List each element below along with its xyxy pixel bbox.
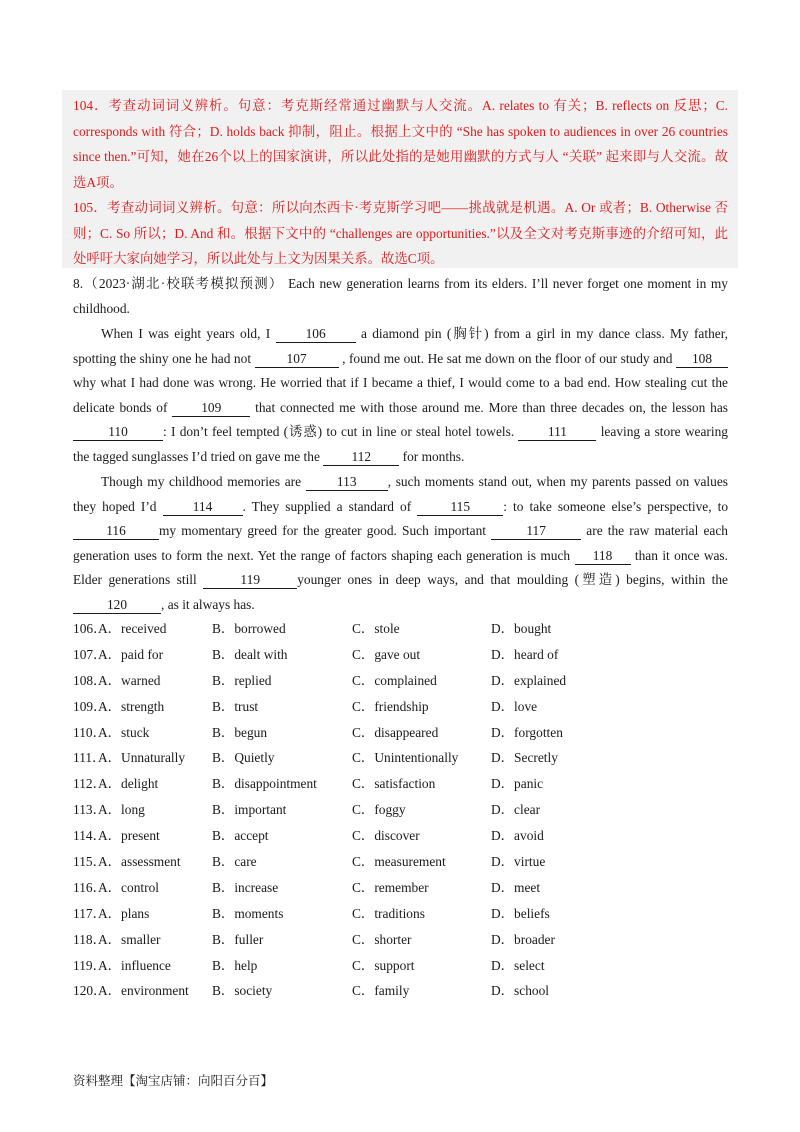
option-d[interactable]: D．select xyxy=(491,957,545,973)
blank-115[interactable]: 115 xyxy=(417,499,503,516)
option-a[interactable]: A．environment xyxy=(98,983,189,999)
option-a[interactable]: A．smaller xyxy=(98,931,161,947)
passage-paragraph-2 xyxy=(73,470,728,618)
passage-text: leaving a store wearing the tagged sunglasses I’d tried on gave me the xyxy=(73,424,728,464)
option-d[interactable]: D．forgotten xyxy=(491,724,563,740)
passage-text: : to take someone else’s perspective, to xyxy=(503,498,729,514)
option-a[interactable]: A．stuck xyxy=(98,724,150,740)
blank-113[interactable]: 113 xyxy=(306,474,388,491)
option-d[interactable]: D．clear xyxy=(491,802,541,818)
blank-120[interactable]: 120 xyxy=(73,597,161,614)
blank-110[interactable]: 110 xyxy=(73,424,163,441)
passage-text: , as it always has. xyxy=(161,596,255,612)
question-number: 111． xyxy=(73,750,106,766)
option-d[interactable]: D．virtue xyxy=(491,854,546,870)
option-c[interactable]: C．traditions xyxy=(352,905,425,921)
blank-112[interactable]: 112 xyxy=(323,449,399,466)
blank-106[interactable]: 106 xyxy=(276,326,356,343)
option-c[interactable]: C．shorter xyxy=(352,931,412,947)
option-c[interactable]: C．measurement xyxy=(352,854,446,870)
question-number: 114． xyxy=(73,828,106,844)
option-b[interactable]: B．begun xyxy=(212,724,268,740)
answer-105-explanation: 105．考查动词词义辨析。句意：所以向杰西卡·考克斯学习吧——挑战就是机遇。A. Or 或者；B. Otherwise 否则；C. So 所以；D. And 和。根据下文中的 “challenges are opportunities.”以及全文对考克斯事迹的介绍可知，此处呼吁大家向她学习，所以此处与上文为因果关系。故选C项。 xyxy=(73,200,728,266)
option-c[interactable]: C．friendship xyxy=(352,698,429,714)
blank-109[interactable]: 109 xyxy=(172,400,250,417)
option-c[interactable]: C．support xyxy=(352,957,415,973)
option-d[interactable]: D．love xyxy=(491,698,538,714)
option-a[interactable]: A．plans xyxy=(98,905,150,921)
option-b[interactable]: B．fuller xyxy=(212,931,264,947)
option-a[interactable]: A．paid for xyxy=(98,646,164,662)
answer-104-explanation: 104．考查动词词义辨析。句意：考克斯经常通过幽默与人交流。A. relates to 有关；B. reflects on 反思；C. corresponds with 符合；D. holds back 抑制，阻止。根据上文中的 “She has spoken to audiences in over 26 countries since then.”可知，她在26个以上的国家演讲，所以此处指的是她用幽默的方式与人 “关联” 起来即与人交流。故选A项。 xyxy=(73,98,728,190)
question-number: 110． xyxy=(73,724,106,740)
option-d[interactable]: D．meet xyxy=(491,879,541,895)
passage-text: Though my childhood memories are xyxy=(101,474,306,489)
question-number: 106． xyxy=(73,621,107,636)
blank-119[interactable]: 119 xyxy=(203,572,297,589)
option-d[interactable]: D．beliefs xyxy=(491,905,550,921)
option-a[interactable]: A．long xyxy=(98,802,145,818)
option-d[interactable]: D．heard of xyxy=(491,646,559,662)
option-c[interactable]: C．stole xyxy=(352,621,400,636)
question-number: 119． xyxy=(73,957,106,973)
blank-118[interactable]: 118 xyxy=(575,548,631,565)
option-a[interactable]: A．present xyxy=(98,828,160,844)
option-b[interactable]: B．dealt with xyxy=(212,646,288,662)
option-a[interactable]: A．control xyxy=(98,879,159,895)
passage-text: When I was eight years old, I xyxy=(101,326,276,341)
passage-text: younger ones in deep ways, and that moulding (塑造) begins, within the xyxy=(297,572,728,588)
option-c[interactable]: C．family xyxy=(352,983,410,999)
passage-text: : I don’t feel tempted (诱惑) to cut in line or steal hotel towels. xyxy=(163,424,519,440)
option-b[interactable]: B．accept xyxy=(212,828,269,844)
question-number: 116． xyxy=(73,879,106,895)
option-b[interactable]: B．moments xyxy=(212,905,284,921)
question-number: 107． xyxy=(73,646,107,662)
option-b[interactable]: B．replied xyxy=(212,672,272,688)
option-b[interactable]: B．Quietly xyxy=(212,750,275,766)
option-c[interactable]: C．disappeared xyxy=(352,724,439,740)
passage-intro: 8.（2023·湖北·校联考模拟预测） Each new generation learns from its elders. I’ll never forget one moment in my childhood. xyxy=(73,276,728,316)
option-a[interactable]: A．influence xyxy=(98,957,171,973)
option-a[interactable]: A．Unnaturally xyxy=(98,750,186,766)
option-c[interactable]: C．Unintentionally xyxy=(352,750,459,766)
option-d[interactable]: D．bought xyxy=(491,621,552,636)
passage-text: my momentary greed for the greater good. Such important xyxy=(159,523,492,539)
blank-116[interactable]: 116 xyxy=(73,523,159,540)
question-number: 108． xyxy=(73,672,107,688)
passage-text: that connected me with those around me. More than three decades on, the lesson has xyxy=(250,399,728,415)
option-b[interactable]: B．increase xyxy=(212,879,279,895)
option-b[interactable]: B．care xyxy=(212,854,257,870)
option-d[interactable]: D．Secretly xyxy=(491,750,558,766)
option-a[interactable]: A．delight xyxy=(98,776,159,792)
question-number: 112． xyxy=(73,776,106,792)
passage-text: are the raw material each generation uses to form the next. Yet the range of factors shaping each generation is much xyxy=(73,523,728,563)
blank-108[interactable]: 108 xyxy=(676,351,728,368)
option-c[interactable]: C．remember xyxy=(352,879,429,895)
option-c[interactable]: C．satisfaction xyxy=(352,776,436,792)
option-b[interactable]: B．society xyxy=(212,983,273,999)
option-b[interactable]: B．disappointment xyxy=(212,776,317,792)
passage-text: , found me out. He sat me down on the floor of our study and xyxy=(338,350,676,366)
blank-117[interactable]: 117 xyxy=(491,523,581,540)
question-number: 118． xyxy=(73,931,106,947)
question-number: 109． xyxy=(73,698,107,714)
passage-text: , such moments stand out, when my parents passed on values they hoped I’d xyxy=(73,474,728,514)
blank-111[interactable]: 111 xyxy=(518,424,596,441)
passage-text: a diamond pin (胸针) from a girl in my dance class. My father, spotting the shiny one he had not xyxy=(73,326,728,366)
passage-text: for months. xyxy=(399,448,465,464)
option-d[interactable]: D．school xyxy=(491,983,550,999)
passage-text: why what I had done was wrong. He worried that if I became a thief, I would come to a bad end. How stealing cut the delicate bonds of xyxy=(73,375,728,415)
option-b[interactable]: B．borrowed xyxy=(212,621,286,636)
blank-114[interactable]: 114 xyxy=(163,499,243,516)
option-d[interactable]: D．explained xyxy=(491,672,567,688)
option-c[interactable]: C．foggy xyxy=(352,802,406,818)
option-c[interactable]: C．complained xyxy=(352,672,437,688)
passage-paragraph-1 xyxy=(73,322,728,470)
footer-source: 资料整理【淘宝店铺：向阳百分百】 xyxy=(73,1074,274,1088)
option-b[interactable]: B．trust xyxy=(212,698,259,714)
option-d[interactable]: D．broader xyxy=(491,931,555,947)
option-d[interactable]: D．panic xyxy=(491,776,544,792)
option-c[interactable]: C．gave out xyxy=(352,646,421,662)
passage-text: than it once was. Elder generations still xyxy=(73,547,728,588)
option-d[interactable]: D．avoid xyxy=(491,828,544,844)
option-c[interactable]: C．discover xyxy=(352,828,420,844)
option-a[interactable]: A．assessment xyxy=(98,854,181,870)
option-b[interactable]: B．important xyxy=(212,802,287,818)
blank-107[interactable]: 107 xyxy=(255,351,339,368)
question-number: 115． xyxy=(73,854,106,870)
passage-text: . They supplied a standard of xyxy=(242,498,418,514)
option-a[interactable]: A．strength xyxy=(98,698,165,714)
question-number: 117． xyxy=(73,905,106,921)
option-a[interactable]: A．received xyxy=(98,621,167,636)
option-a[interactable]: A．warned xyxy=(98,672,161,688)
question-number: 113． xyxy=(73,802,106,818)
option-b[interactable]: B．help xyxy=(212,957,258,973)
question-number: 120． xyxy=(73,983,107,999)
